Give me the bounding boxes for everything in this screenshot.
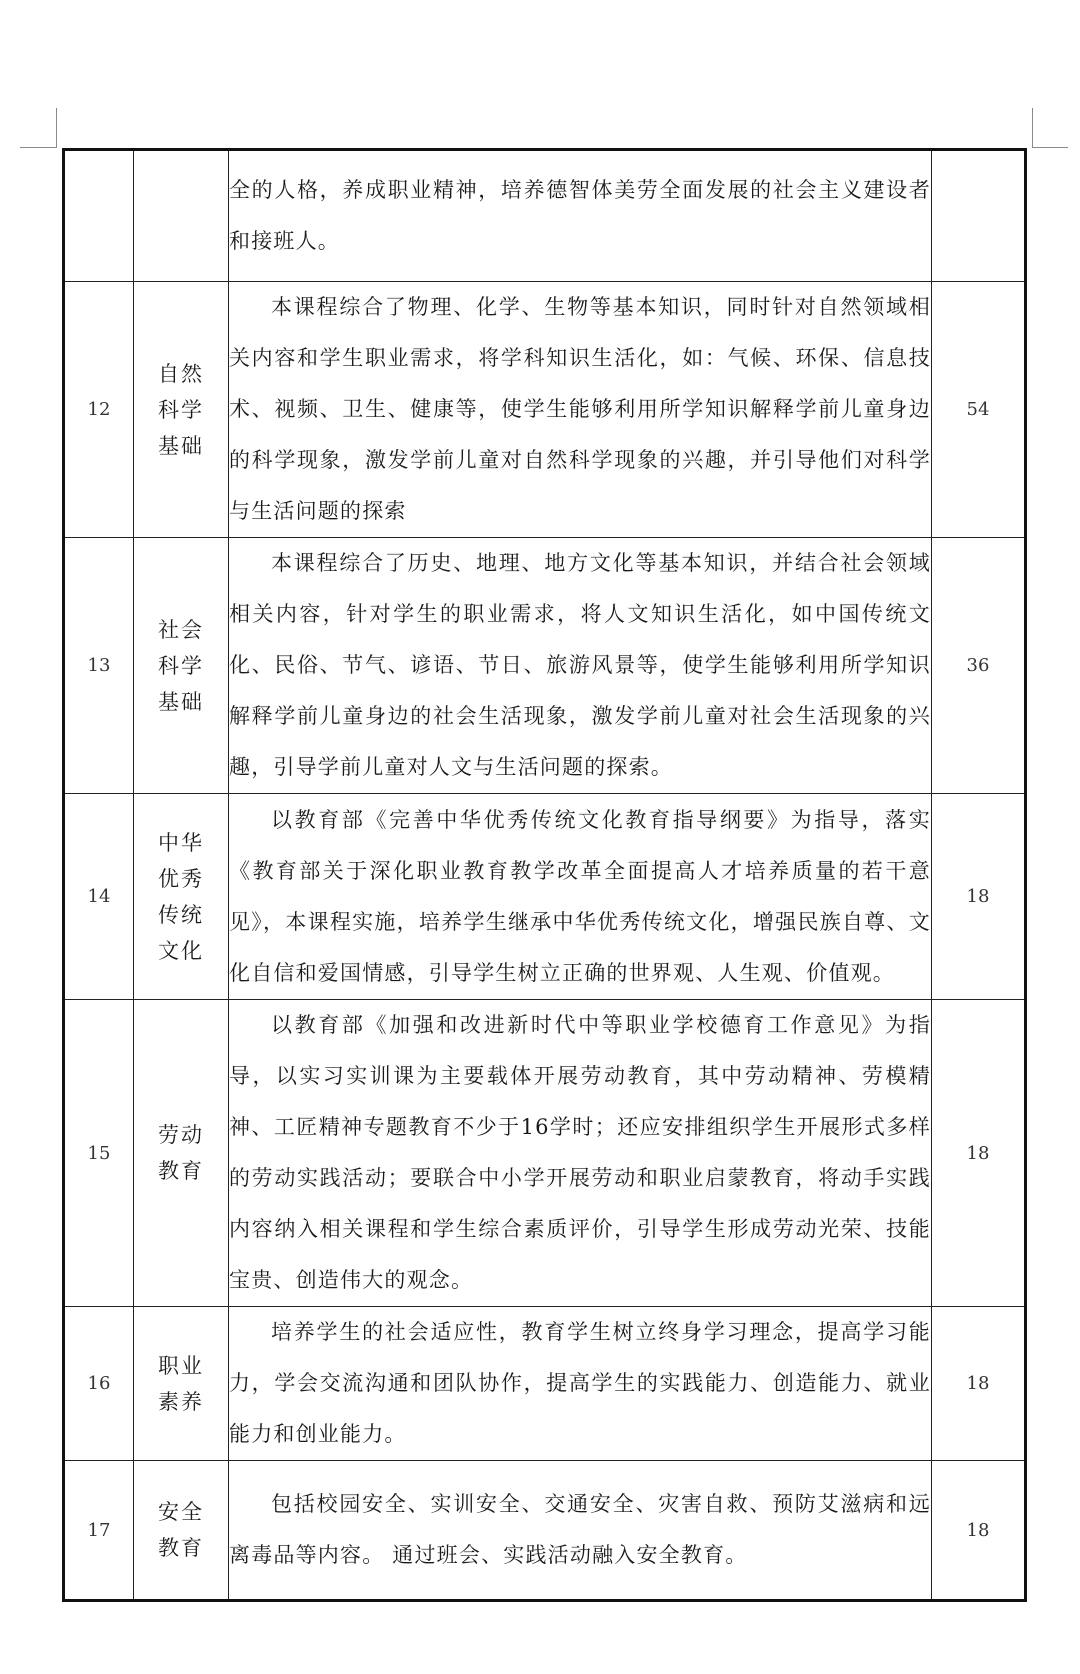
course-name: 职业素养 <box>158 1353 204 1414</box>
course-name-cell <box>134 538 229 794</box>
course-name-cell <box>134 794 229 1000</box>
course-hours: 18 <box>932 794 1026 1000</box>
course-name: 自然科学基础 <box>158 361 204 458</box>
course-name: 劳动教育 <box>158 1123 204 1183</box>
table-row <box>64 150 1026 282</box>
course-number: 16 <box>64 1307 134 1461</box>
course-number: 13 <box>64 538 134 794</box>
table-row <box>64 1461 1026 1601</box>
course-hours: 18 <box>932 1307 1026 1461</box>
course-description: 本课程综合了物理、化学、生物等基本知识，同时针对自然领域相关内容和学生职业需求，将学科知识生活化，如：气候、环保、信息技术、视频、卫生、健康等，使学生能够利用所学知识解释学前儿童身边 的科学现象，激发学前儿童对自然科学现象的兴趣，并引导他们对科学与生活问题的探索 <box>229 282 932 538</box>
course-description: 包括校园安全、实训安全、交通安全、灾害自救、预防艾滋病和远离毒品等内容。 通过班会、实践活动融入安全教育。 <box>229 1461 932 1601</box>
course-name: 中华优秀传统文化 <box>158 830 204 963</box>
course-description: 以教育部《加强和改进新时代中等职业学校德育工作意见》为指导，以实习实训课为主要载体开展劳动教育，其中劳动精神、劳模精神、工匠精神专题教育不少于16学时；还应安排组织学生开展形式多样的劳动实践活动；要联合中小学开展劳动和职业启蒙教育，将动手实践内容纳入相关课程和学生综合素质评价，引导学生形成劳动光荣、技能宝贵、创造伟大的观念。 <box>229 1000 932 1307</box>
course-description: 以教育部《完善中华优秀传统文化教育指导纲要》为指导，落实《教育部关于深化职业教育教学改革全面提高人才培养质量的若干意见》，本课程实施，培养学生继承中华优秀传统文化，增强民族自尊、文化自信和爱国情感，引导学生树立正确的世界观、人生观、价值观。 <box>229 794 932 1000</box>
course-hours: 36 <box>932 538 1026 794</box>
course-hours: 18 <box>932 1000 1026 1307</box>
curriculum-table <box>62 148 1027 1602</box>
course-hours: 18 <box>932 1461 1026 1601</box>
crop-mark-top-left <box>56 108 57 148</box>
course-number: 15 <box>64 1000 134 1307</box>
course-name-cell <box>134 282 229 538</box>
course-name-cell <box>134 1000 229 1307</box>
course-number: 17 <box>64 1461 134 1601</box>
table-row <box>64 282 1026 538</box>
table-row <box>64 794 1026 1000</box>
course-description: 培养学生的社会适应性，教育学生树立终身学习理念，提高学习能力，学会交流沟通和团队协作，提高学生的实践能力、创造能力、就业能力和创业能力。 <box>229 1307 932 1461</box>
course-hours <box>932 150 1026 282</box>
course-number <box>64 150 134 282</box>
table-row <box>64 1000 1026 1307</box>
course-number: 12 <box>64 282 134 538</box>
crop-mark-top-right <box>1032 108 1033 148</box>
crop-mark-top-right <box>1032 147 1068 148</box>
course-name-cell <box>134 1307 229 1461</box>
table-row <box>64 538 1026 794</box>
crop-mark-top-left <box>20 147 57 148</box>
course-name-cell <box>134 150 229 282</box>
table-row <box>64 1307 1026 1461</box>
course-name-cell <box>134 1461 229 1601</box>
course-description: 本课程综合了历史、地理、地方文化等基本知识，并结合社会领域相关内容，针对学生的职业需求，将人文知识生活化，如中国传统文化、民俗、节气、谚语、节日、旅游风景等，使学生能够利用所学知识解释学前儿童身边的社会生活现象，激发学前儿童对社会生活现象的兴趣，引导学前儿童对人文与生活问题的探索。 <box>229 538 932 794</box>
course-hours: 54 <box>932 282 1026 538</box>
course-name: 安全教育 <box>158 1500 204 1560</box>
course-description: 全的人格，养成职业精神，培养德智体美劳全面发展的社会主义建设者和接班人。 <box>229 150 932 282</box>
course-number: 14 <box>64 794 134 1000</box>
course-name: 社会科学基础 <box>158 617 204 714</box>
